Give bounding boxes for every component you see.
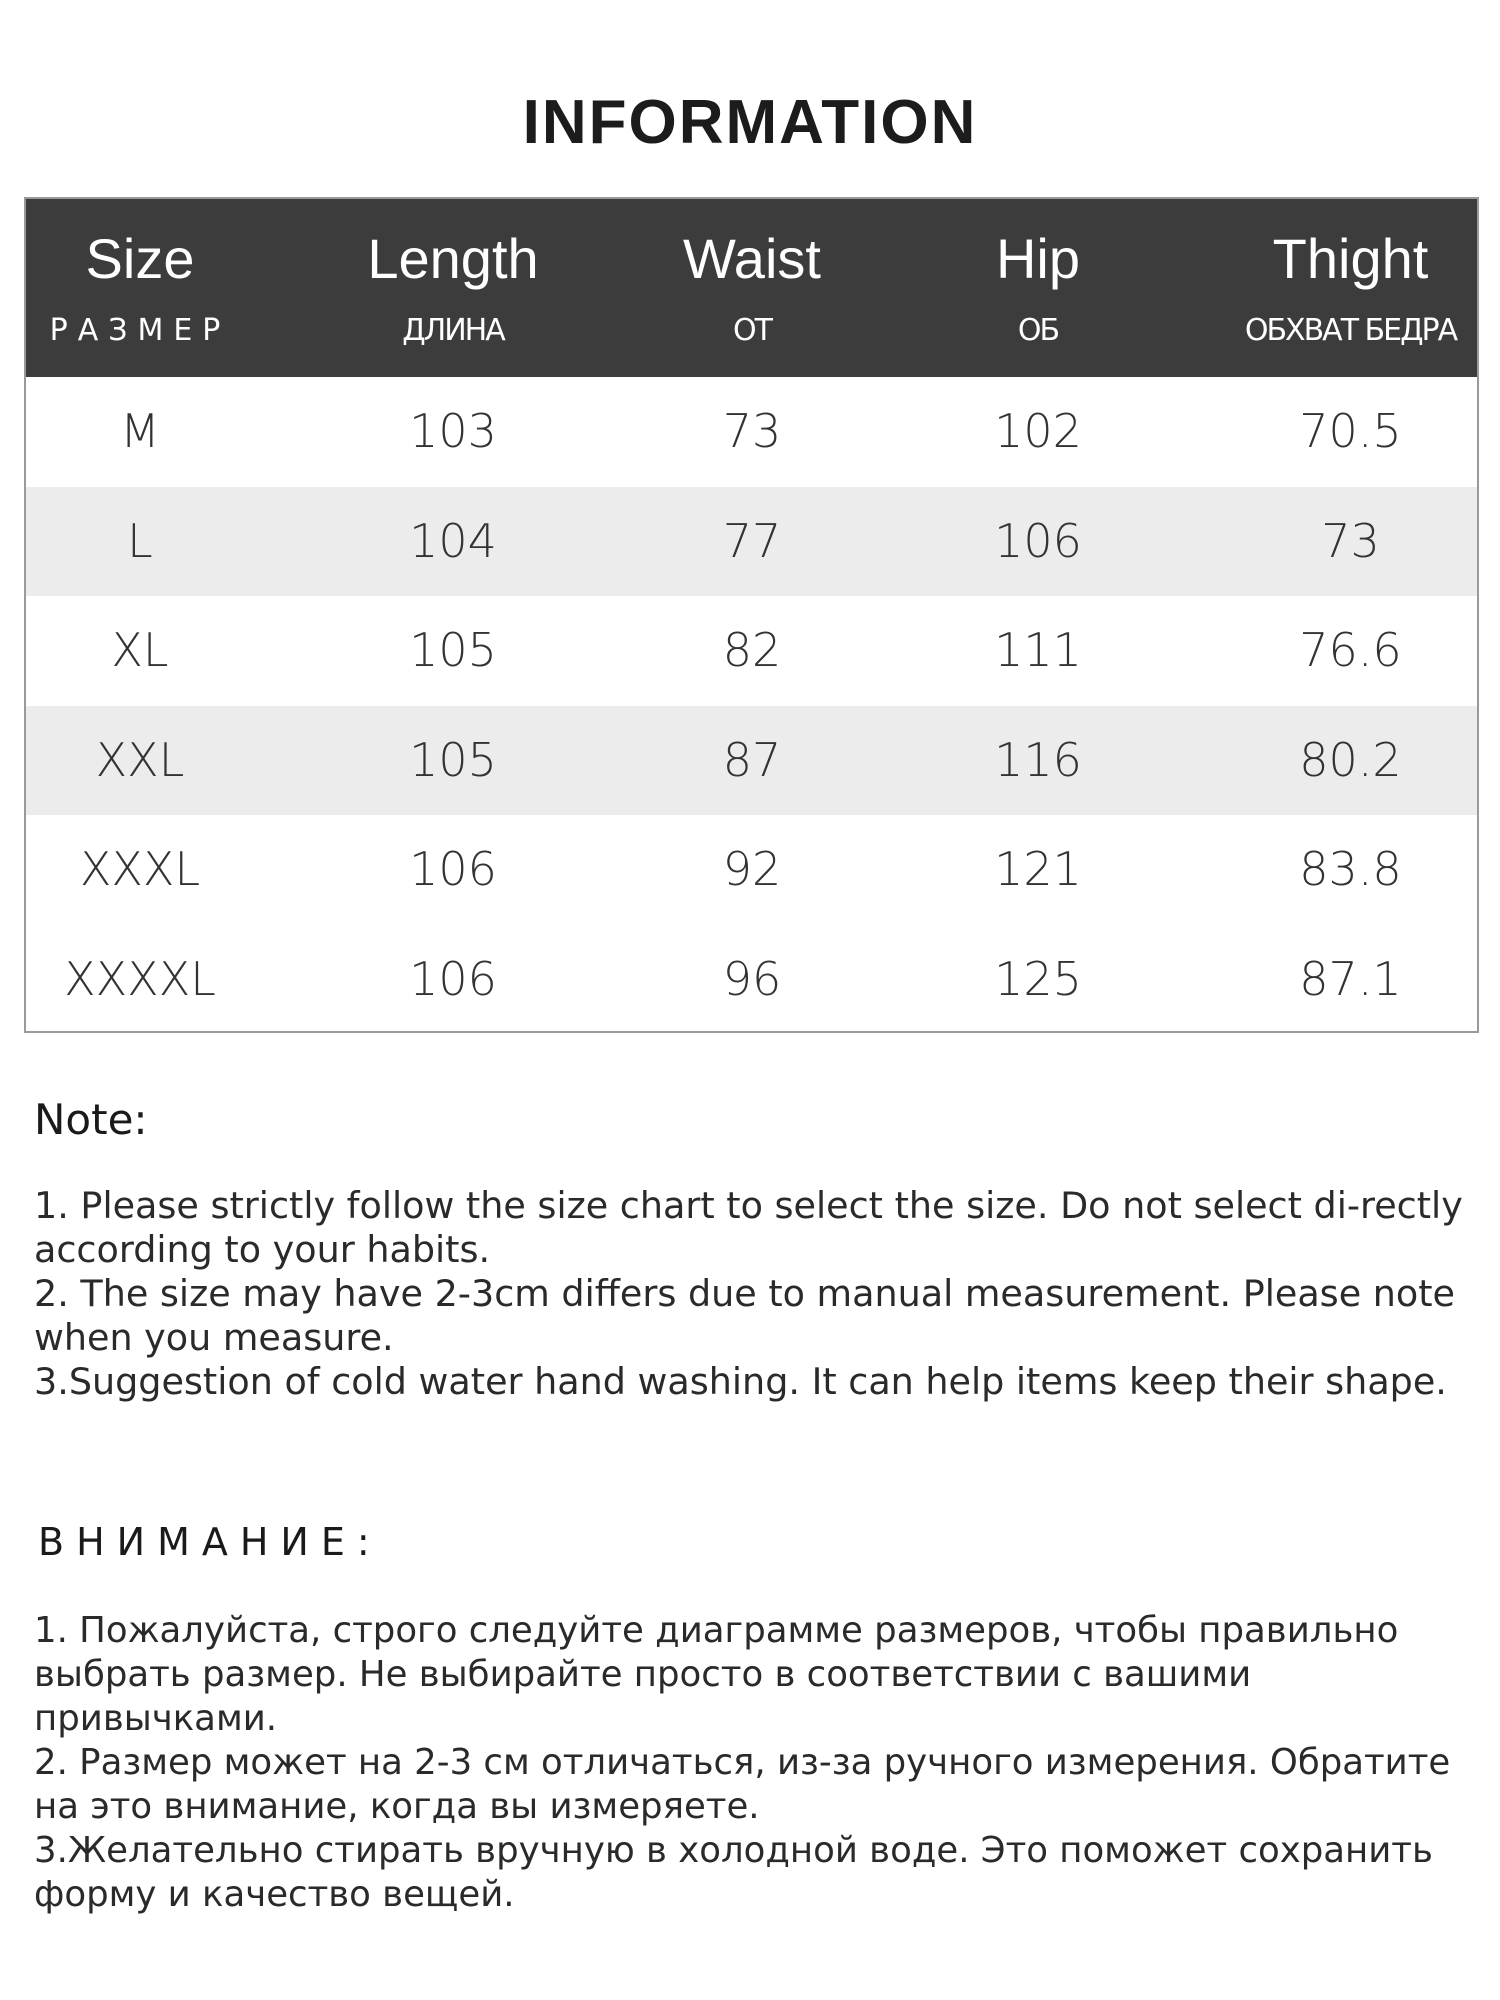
cell-hip: 111 bbox=[994, 623, 1082, 677]
cell-waist: 77 bbox=[722, 513, 782, 568]
notice-ru-heading: ВНИМАНИЕ: bbox=[38, 1520, 382, 1564]
cell-size: XXXXL bbox=[64, 951, 216, 1006]
cell-thigh: 87.1 bbox=[1299, 951, 1402, 1006]
cell-waist: 96 bbox=[722, 951, 782, 1006]
notice-ru-item: 3.Желательно стирать вручную в холодной воде. Это поможет сохранить форму и качество вещей. bbox=[34, 1830, 1433, 1915]
header-length-ru: ДЛИНА bbox=[402, 313, 504, 348]
header-thigh-en: Thight bbox=[1272, 227, 1429, 290]
cell-waist: 87 bbox=[722, 732, 782, 787]
cell-thigh: 76.6 bbox=[1299, 623, 1402, 677]
note-item: 1. Please strictly follow the size chart to select the size. Do not select di-rectly according to your habits. bbox=[34, 1184, 1463, 1271]
table-row bbox=[26, 377, 1477, 487]
notice-ru-list bbox=[34, 1609, 1474, 1917]
note-item: 3.Suggestion of cold water hand washing. It can help items keep their shape. bbox=[34, 1360, 1447, 1403]
header-waist-en: Waist bbox=[683, 227, 821, 290]
cell-size: L bbox=[127, 513, 153, 568]
note-list bbox=[34, 1184, 1474, 1404]
cell-length: 105 bbox=[409, 623, 497, 677]
header-size-ru: РАЗМЕР bbox=[49, 313, 231, 348]
cell-waist: 92 bbox=[722, 842, 782, 896]
cell-hip: 116 bbox=[994, 732, 1082, 787]
table-row bbox=[26, 487, 1477, 597]
header-length-en: Length bbox=[367, 227, 539, 290]
header-size bbox=[26, 199, 254, 377]
notice-ru-item: 1. Пожалуйста, строго следуйте диаграмме размеров, чтобы правильно выбрать размер. Не выбирайте просто в соответствии с вашими привычками. bbox=[34, 1610, 1399, 1739]
header-size-en: Size bbox=[85, 227, 195, 290]
header-hip-en: Hip bbox=[995, 227, 1081, 290]
page-title: INFORMATION bbox=[522, 88, 978, 157]
notice-ru-item: 2. Размер может на 2-3 см отличаться, из-за ручного измерения. Обратите на это внимание, когда вы измеряете. bbox=[34, 1742, 1451, 1827]
cell-size: XXXL bbox=[79, 842, 201, 896]
cell-waist: 82 bbox=[722, 623, 782, 677]
cell-length: 103 bbox=[409, 404, 497, 458]
table-row bbox=[26, 596, 1477, 706]
cell-waist: 73 bbox=[722, 404, 782, 458]
table-header bbox=[26, 199, 1477, 377]
note-heading: Note: bbox=[34, 1095, 148, 1144]
cell-size: M bbox=[120, 404, 160, 458]
cell-length: 106 bbox=[409, 951, 497, 1006]
cell-thigh: 73 bbox=[1321, 513, 1380, 568]
cell-hip: 106 bbox=[994, 513, 1082, 568]
header-thigh-ru: ОБХВАТ БЕДРА bbox=[1244, 313, 1457, 348]
header-length bbox=[254, 199, 652, 377]
cell-length: 105 bbox=[409, 732, 497, 787]
table-row bbox=[26, 706, 1477, 816]
header-hip-ru: ОБ bbox=[1017, 313, 1059, 348]
cell-hip: 102 bbox=[994, 404, 1082, 458]
size-chart-table bbox=[24, 197, 1479, 1033]
cell-hip: 125 bbox=[994, 951, 1082, 1006]
header-waist-ru: ОТ bbox=[733, 313, 771, 348]
header-waist bbox=[652, 199, 852, 377]
cell-thigh: 70.5 bbox=[1299, 404, 1402, 458]
table-row bbox=[26, 815, 1477, 925]
cell-size: XXL bbox=[95, 732, 185, 787]
cell-hip: 121 bbox=[994, 842, 1082, 896]
cell-size: XL bbox=[111, 623, 169, 677]
table-row bbox=[26, 925, 1477, 1035]
cell-thigh: 80.2 bbox=[1299, 732, 1402, 787]
cell-length: 106 bbox=[409, 842, 497, 896]
cell-thigh: 83.8 bbox=[1299, 842, 1402, 896]
header-thigh bbox=[1224, 199, 1477, 377]
header-hip bbox=[852, 199, 1224, 377]
cell-length: 104 bbox=[409, 513, 497, 568]
note-item: 2. The size may have 2-3cm differs due to manual measurement. Please note when you measure. bbox=[34, 1272, 1455, 1359]
